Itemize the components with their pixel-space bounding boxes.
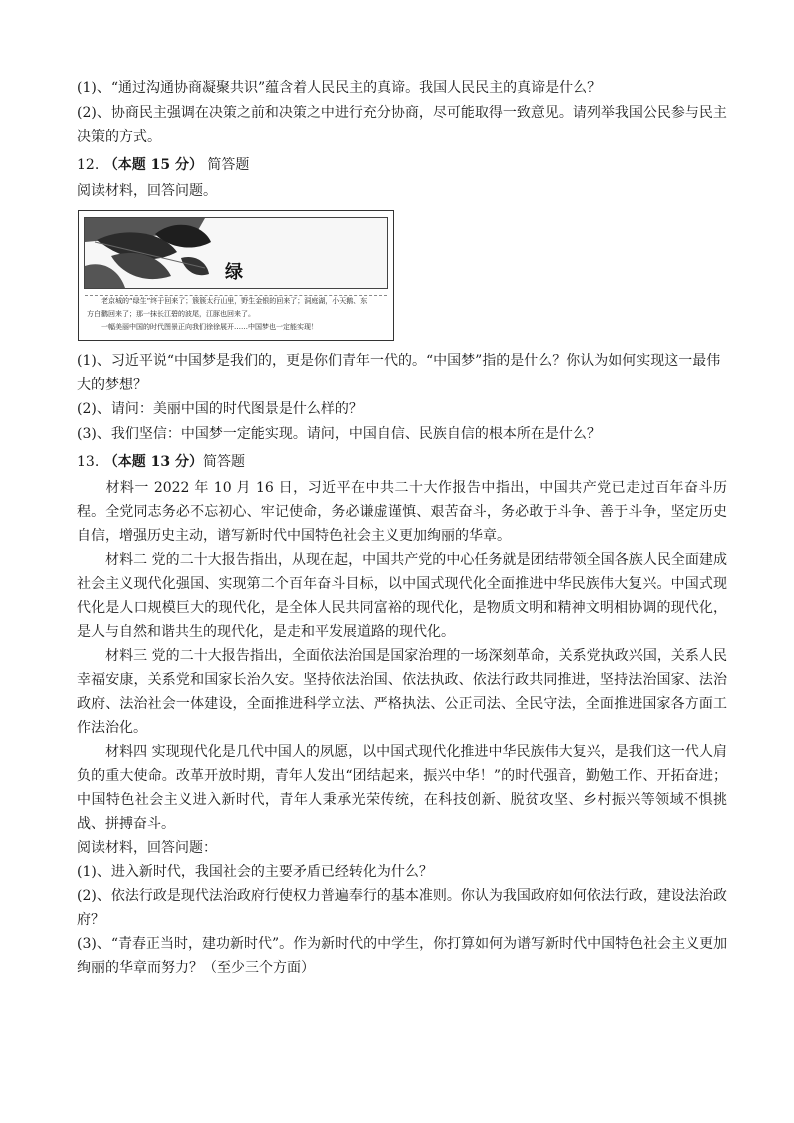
q13-sub2-line2: 府？: [77, 912, 105, 928]
q12-header: [77, 153, 727, 177]
q13-number: 13.: [77, 454, 100, 470]
caption-line-2: 方白鹳回来了；那一抹长江碧的波尾，江豚也回来了。: [87, 310, 255, 318]
material-2-text: 材料二 党的二十大报告指出，从现在起，中国共产党的中心任务就是团结带领全国各族人民全面建成社会主义现代化强国、实现第二个百年奋斗目标，以中国式现代化全面推进中华民族伟大复兴。中国式现代化是人口规模巨大的现代化，是全体人民共同富裕的现代化，是物质文明和精神文明相协调的现代化，是人与自然和谐共生的现代化，是走和平发展道路的现代化。: [77, 552, 727, 640]
q12-instruction: 阅读材料，回答问题。: [77, 183, 217, 199]
q13-header: [77, 450, 727, 474]
material-figure: [78, 210, 394, 341]
leaf-photo: [84, 217, 388, 289]
q13-sub1: (1)、进入新时代，我国社会的主要矛盾已经转化为什么？: [77, 864, 433, 880]
q13-sub3-line1: (3)、“青春正当时，建功新时代”。作为新时代的中学生，你打算如何为谱写新时代中国特色社会主义更加: [77, 936, 728, 952]
material-2: [77, 548, 727, 644]
material-4: [77, 740, 727, 836]
material-3: [77, 644, 727, 740]
q12-sub3: (3)、我们坚信：中国梦一定能实现。请问，中国自信、民族自信的根本所在是什么？: [77, 426, 601, 442]
material-1: [77, 476, 727, 548]
q13-sub2-line1: (2)、依法行政是现代法治政府行使权力普遍奉行的基本准则。你认为我国政府如何依法行政，建设法治政: [77, 888, 727, 904]
q13-type: 简答题: [202, 454, 245, 470]
q12-score: （本题 15 分）: [103, 157, 203, 173]
q12-sub1-line1: (1)、习近平说“中国梦是我们的，更是你们青年一代的。“中国梦”指的是什么？你认为如何实现这一最伟: [77, 353, 721, 369]
q12-sub1-line2: 大的梦想？: [77, 377, 147, 393]
title-char-green: 绿: [225, 262, 244, 283]
q12-type: 简答题: [207, 157, 250, 173]
q12-sub2: (2)、请问：美丽中国的时代图景是什么样的？: [77, 401, 363, 417]
material-4-text: 材料四 实现现代化是几代中国人的夙愿，以中国式现代化推进中华民族伟大复兴，是我们这一代人肩负的重大使命。改革开放时期，青年人发出“团结起来，振兴中华！”的时代强音，勤勉工作、开拓奋进；中国特色社会主义进入新时代，青年人秉承光荣传统，在科技创新、脱贫攻坚、乡村振兴等领域不惧挑战、拼搏奋斗。: [77, 744, 727, 832]
caption-line-3: 一幅美丽中国的时代图景正向我们徐徐展开……中国梦也一定能实现！: [101, 323, 318, 331]
material-3-text: 材料三 党的二十大报告指出，全面依法治国是国家治理的一场深刻革命，关系党执政兴国，关系人民幸福安康，关系党和国家长治久安。坚持依法治国、依法执政、依法行政共同推进，坚持法治国家、法治政府、法治社会一体建设，全面推进科学立法、严格执法、公正司法、全民守法，全面推进国家各方面工作法治化。: [77, 648, 727, 736]
q11-sub2-line2: 决策的方式。: [77, 129, 161, 145]
caption-line-1: 老京城的“绿生”终于回来了；簇簇太行山里，野生金银的回来了；洞庭湖，小天鹅、东: [101, 297, 368, 305]
figure-caption: [87, 295, 387, 334]
material-1-text: 材料一 2022 年 10 月 16 日，习近平在中共二十大作报告中指出，中国共产党已走过百年奋斗历程。全党同志务必不忘初心、牢记使命，务必谦虚谨慎、艰苦奋斗，务必敢于斗争、善于斗争，坚定历史自信，增强历史主动，谱写新时代中国特色社会主义更加绚丽的华章。: [77, 480, 727, 544]
q13-instruction: 阅读材料，回答问题：: [77, 840, 217, 856]
q13-sub3-line2: 绚丽的华章而努力？（至少三个方面）: [77, 960, 315, 976]
q11-sub1: (1)、“通过沟通协商凝聚共识”蕴含着人民民主的真谛。我国人民民主的真谛是什么？: [77, 80, 602, 96]
q11-sub2-line1: (2)、协商民主强调在决策之前和决策之中进行充分协商，尽可能取得一致意见。请列举我国公民参与民主: [77, 105, 727, 121]
q12-number: 12.: [77, 157, 100, 173]
q13-score: （本题 13 分）: [103, 454, 203, 470]
